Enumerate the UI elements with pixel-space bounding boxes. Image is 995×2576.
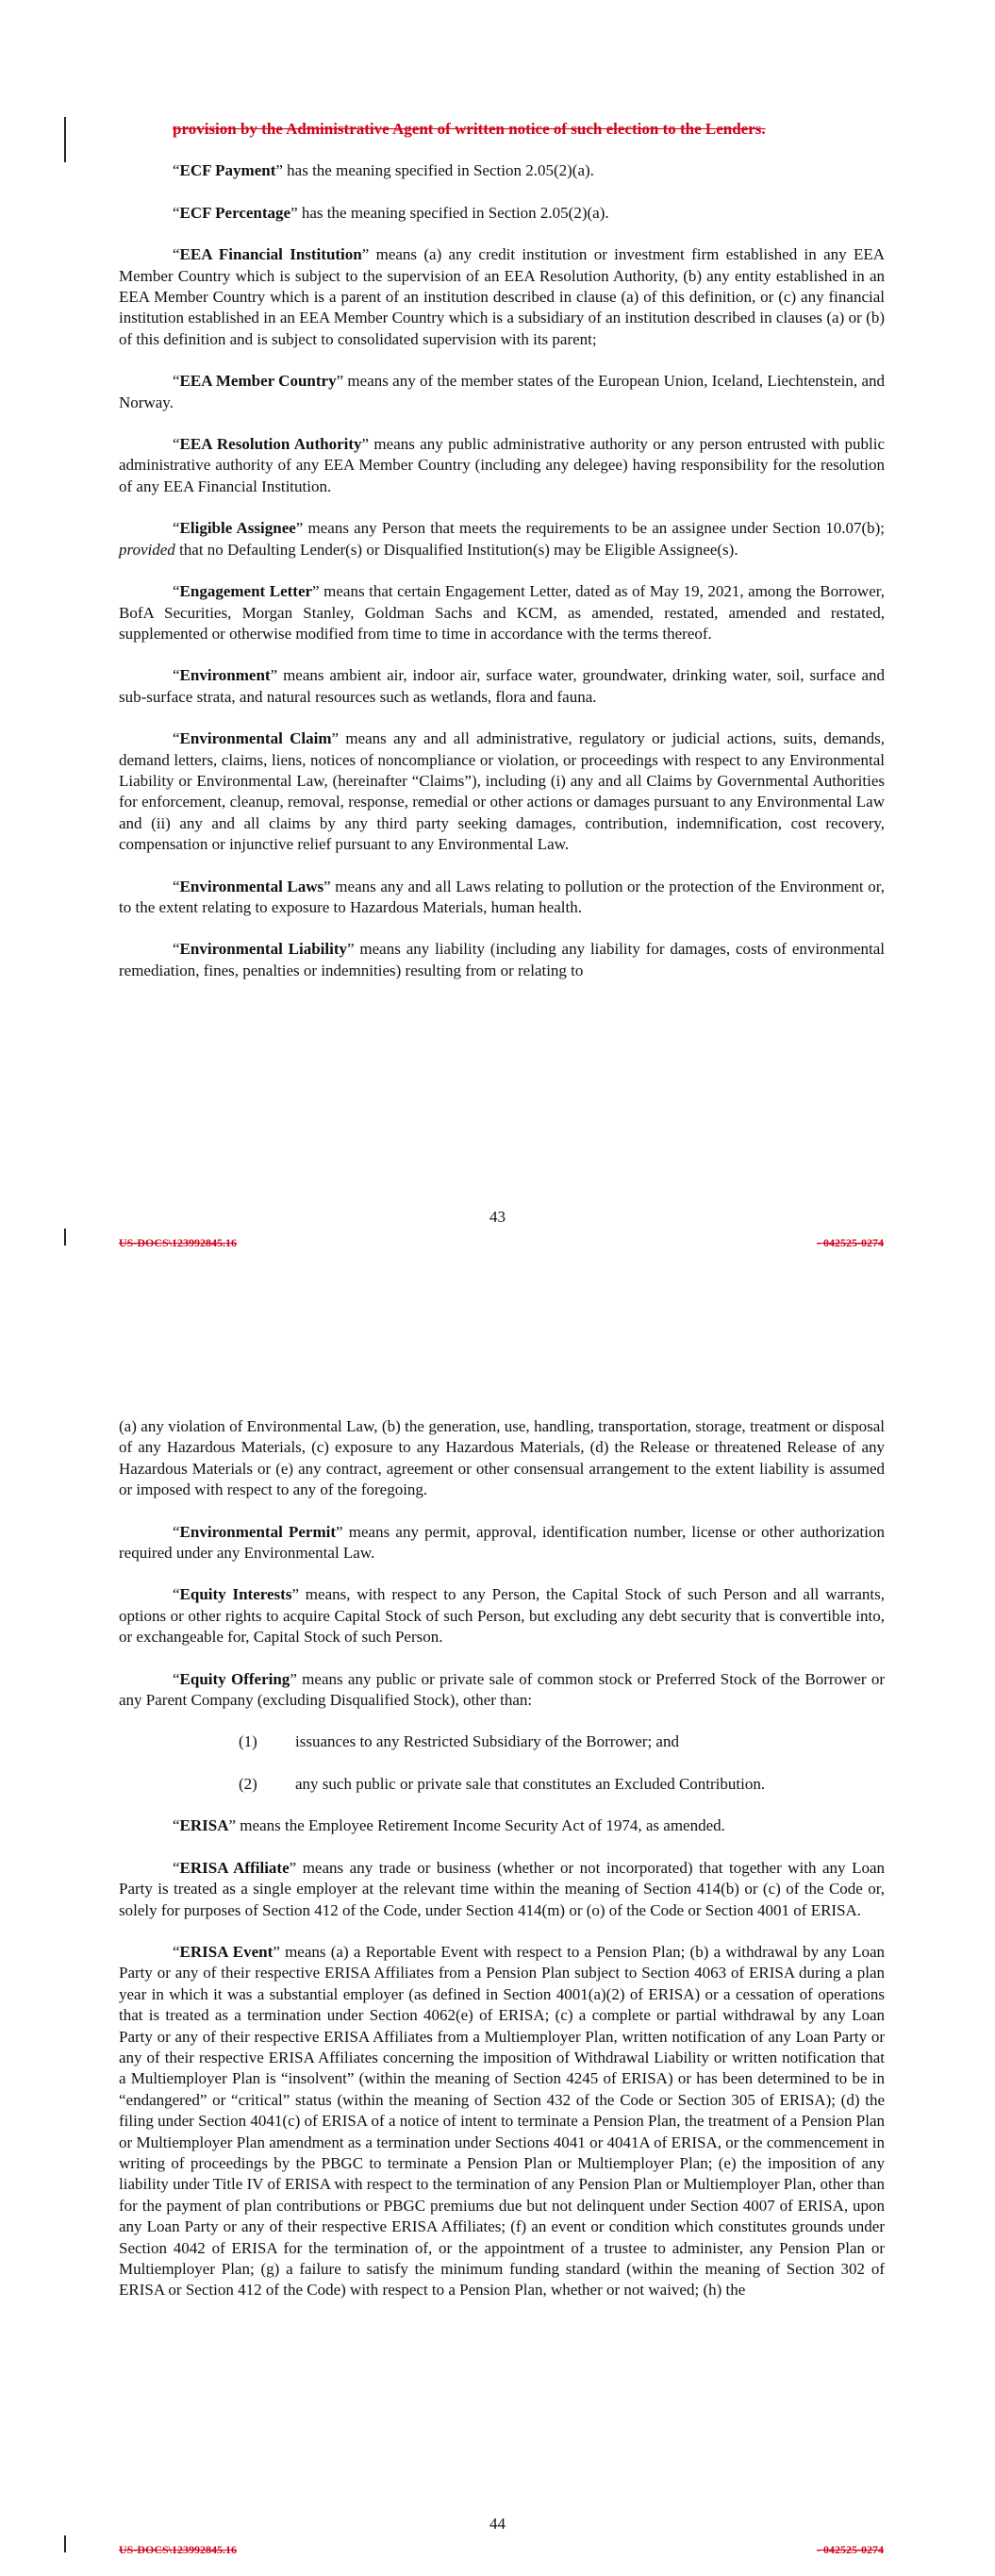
defined-term: Equity Interests	[179, 1585, 292, 1604]
defined-term: ERISA Event	[179, 1942, 274, 1961]
definition-erisa-affiliate: “ERISA Affiliate” means any trade or business (whether or not incorporated) that together with any Loan Party is treated as a single employer at the relevant time within the meaning of Section 414(b) or (c) of the Code or, solely for purposes of Section 412 of the Code, under Section 414(m) or (o) of the Code or Section 4001 of ERISA.	[119, 1858, 885, 1919]
footer-doc-id: US-DOCS\123992845.16	[119, 2543, 238, 2556]
defined-term: ERISA Affiliate	[179, 1858, 290, 1877]
page-body	[119, 1416, 885, 2301]
definition-erisa-event: “ERISA Event” means (a) a Reportable Event with respect to a Pension Plan; (b) a withdrawal by any Loan Party or any of their respective ERISA Affiliates from a Pension Plan subject to Section 4063 of ERISA during a plan year in which it was a substantial employer (as defined in Section 4001(a)(2) of ERISA) or a cessation of operations that is treated as a termination under Section 4062(e) of ERISA; (c) a complete or partial withdrawal by any Loan Party or any of their respective ERISA Affiliates from a Multiemployer Plan, written notification of any Loan Party or any of their respective ERISA Affiliates concerning the imposition of Withdrawal Liability or written notification that a Multiemployer Plan is “insolvent” (within the meaning of Section 4245 of ERISA) or has been determined to be in “endangered” or “critical” status (within the meaning of Section 432 of the Code or Section 305 of ERISA); (d) the filing under Section 4041(c) of ERISA of a notice of intent to terminate a Pension Plan, the treatment of a Pension Plan or Multiemployer Plan amendment as a termination under Sections 4041 or 4041A of ERISA, or the commencement in writing of proceedings by the PBGC to terminate a Pension Plan or Multiemployer Plan; (e) the imposition of any liability under Title IV of ERISA with respect to the termination of any Pension Plan or Multiemployer Plan, other than for the payment of plan contributions or PBGC premiums due but not delinquent under Section 4007 of ERISA, upon any Loan Party or any of their respective ERISA Affiliates; (f) an event or condition which constitutes grounds under Section 4042 of ERISA for the termination of, or the appointment of a trustee to administer, any Pension Plan or Multiemployer Plan; (g) a failure to satisfy the minimum funding standard (within the meaning of Section 302 of ERISA or Section 412 of the Code) with respect to a Pension Plan, whether or not waived; (h) the	[119, 1942, 886, 2300]
definition-equity-offering: “Equity Offering” means any public or private sale of common stock or Preferred Stock of the Borrower or any Parent Company (excluding Disqualified Stock), other than:	[119, 1669, 885, 1710]
definition-ecf-payment: “ECF Payment” has the meaning specified in Section 2.05(2)(a).	[173, 161, 594, 180]
document-page-44	[0, 1307, 995, 2576]
defined-term: EEA Financial Institution	[179, 245, 362, 264]
defined-term: Engagement Letter	[179, 582, 313, 601]
definition-environmental-laws: “Environmental Laws” means any and all Laws relating to pollution or the protection of the Environment or, to the extent relating to exposure to Hazardous Materials, human health.	[119, 877, 885, 916]
change-bar	[64, 117, 66, 162]
change-bar	[64, 1229, 66, 1246]
list-item-number: (2)	[239, 1774, 257, 1793]
defined-term: Environmental Claim	[179, 729, 332, 748]
definition-environment: “Environment” means ambient air, indoor air, surface water, groundwater, drinking water, soil, surface and sub-surface strata, and natural resources such as wetlands, flora and fauna.	[119, 666, 885, 706]
definition-eea-resolution-authority: “EEA Resolution Authority” means any public administrative authority or any person entrusted with public administrative authority of any EEA Member Country (including any delegee) having responsibility for the resolution of any EEA Financial Institution.	[119, 435, 885, 495]
page-number: 44	[489, 2515, 506, 2533]
defined-term: Equity Offering	[179, 1669, 290, 1688]
defined-term: EEA Resolution Authority	[179, 435, 362, 454]
defined-term: ECF Percentage	[179, 203, 291, 222]
definition-eea-member-country: “EEA Member Country” means any of the member states of the European Union, Iceland, Liechtenstein, and Norway.	[119, 372, 886, 411]
defined-term: EEA Member Country	[179, 372, 337, 391]
definition-eea-financial-institution: “EEA Financial Institution” means (a) any credit institution or investment firm established in any EEA Member Country which is subject to the supervision of an EEA Resolution Authority, (b) any entity established in an EEA Member Country which is a parent of an institution described in clause (a) of this definition, or (c) any financial institution established in an EEA Member Country which is a subsidiary of an institution described in clauses (a) or (b) of this definition and is subject to consolidated supervision with its parent;	[119, 245, 886, 348]
defined-term: Eligible Assignee	[179, 519, 296, 538]
page-number: 43	[489, 1208, 506, 1226]
list-item-text: issuances to any Restricted Subsidiary of the Borrower; and	[295, 1732, 679, 1751]
definition-ecf-percentage: “ECF Percentage” has the meaning specified in Section 2.05(2)(a).	[173, 203, 609, 222]
list-item	[119, 1774, 885, 1795]
defined-term: ECF Payment	[179, 161, 276, 180]
definition-eligible-assignee: “Eligible Assignee” means any Person that meets the requirements to be an assignee under Section 10.07(b); provided that no Defaulting Lender(s) or Disqualified Institution(s) may be Eligible Assignee(s).	[119, 519, 885, 559]
defined-term: Environment	[179, 666, 271, 685]
defined-term: Environmental Liability	[179, 940, 348, 959]
list-item-number: (1)	[239, 1732, 257, 1751]
document-page-43	[0, 0, 995, 1269]
change-bar	[64, 2535, 66, 2552]
defined-term: Environmental Laws	[179, 877, 324, 895]
footer-doc-id: US-DOCS\123992845.16	[119, 1236, 238, 1249]
footer-matter-number: - 042525-0274	[817, 2543, 884, 2556]
definition-erisa: “ERISA” means the Employee Retirement Income Security Act of 1974, as amended.	[173, 1816, 725, 1835]
page-separator	[0, 1269, 995, 1307]
deleted-text: provision by the Administrative Agent of written notice of such election to the Lenders.	[173, 120, 766, 138]
definition-equity-interests: “Equity Interests” means, with respect to any Person, the Capital Stock of such Person and all warrants, options or other rights to acquire Capital Stock of such Person, but excluding any debt security that is convertible into, or exchangeable for, Capital Stock of such Person.	[119, 1585, 885, 1647]
list-item	[119, 1731, 885, 1752]
continuation-text: (a) any violation of Environmental Law, (b) the generation, use, handling, transportation, storage, treatment or disposal of any Hazardous Materials, (c) exposure to any Hazardous Materials, (d) the Release or threatened Release of any Hazardous Materials or (e) any contract, agreement or other consensual arrangement to the extent liability is assumed or imposed with respect to any of the foregoing.	[119, 1417, 885, 1499]
definition-environmental-permit: “Environmental Permit” means any permit, approval, identification number, license or other authorization required under any Environmental Law.	[119, 1522, 885, 1563]
definition-engagement-letter: “Engagement Letter” means that certain Engagement Letter, dated as of May 19, 2021, among the Borrower, BofA Securities, Morgan Stanley, Goldman Sachs and KCM, as amended, restated, amended and restated, supplemented or otherwise modified from time to time in accordance with the terms thereof.	[119, 582, 885, 643]
definition-environmental-liability: “Environmental Liability” means any liability (including any liability for damages, costs of environmental remediation, fines, penalties or indemnities) resulting from or relating to	[119, 940, 886, 979]
page-body	[119, 119, 885, 981]
footer-matter-number: - 042525-0274	[817, 1236, 884, 1249]
list-item-text: any such public or private sale that constitutes an Excluded Contribution.	[295, 1774, 766, 1793]
defined-term: ERISA	[179, 1816, 229, 1835]
defined-term: Environmental Permit	[179, 1522, 337, 1541]
definition-environmental-claim: “Environmental Claim” means any and all administrative, regulatory or judicial actions, suits, demands, demand letters, claims, liens, notices of noncompliance or violation, or proceedings with respect to any Environmental Liability or Environmental Law, (hereinafter “Claims”), including (i) any and all Claims by Governmental Authorities for enforcement, cleanup, removal, response, remedial or other actions or damages pursuant to any Environmental Law and (ii) any and all claims by any third party seeking damages, contribution, indemnification, cost recovery, compensation or injunctive relief pursuant to any Environmental Law.	[119, 729, 885, 854]
